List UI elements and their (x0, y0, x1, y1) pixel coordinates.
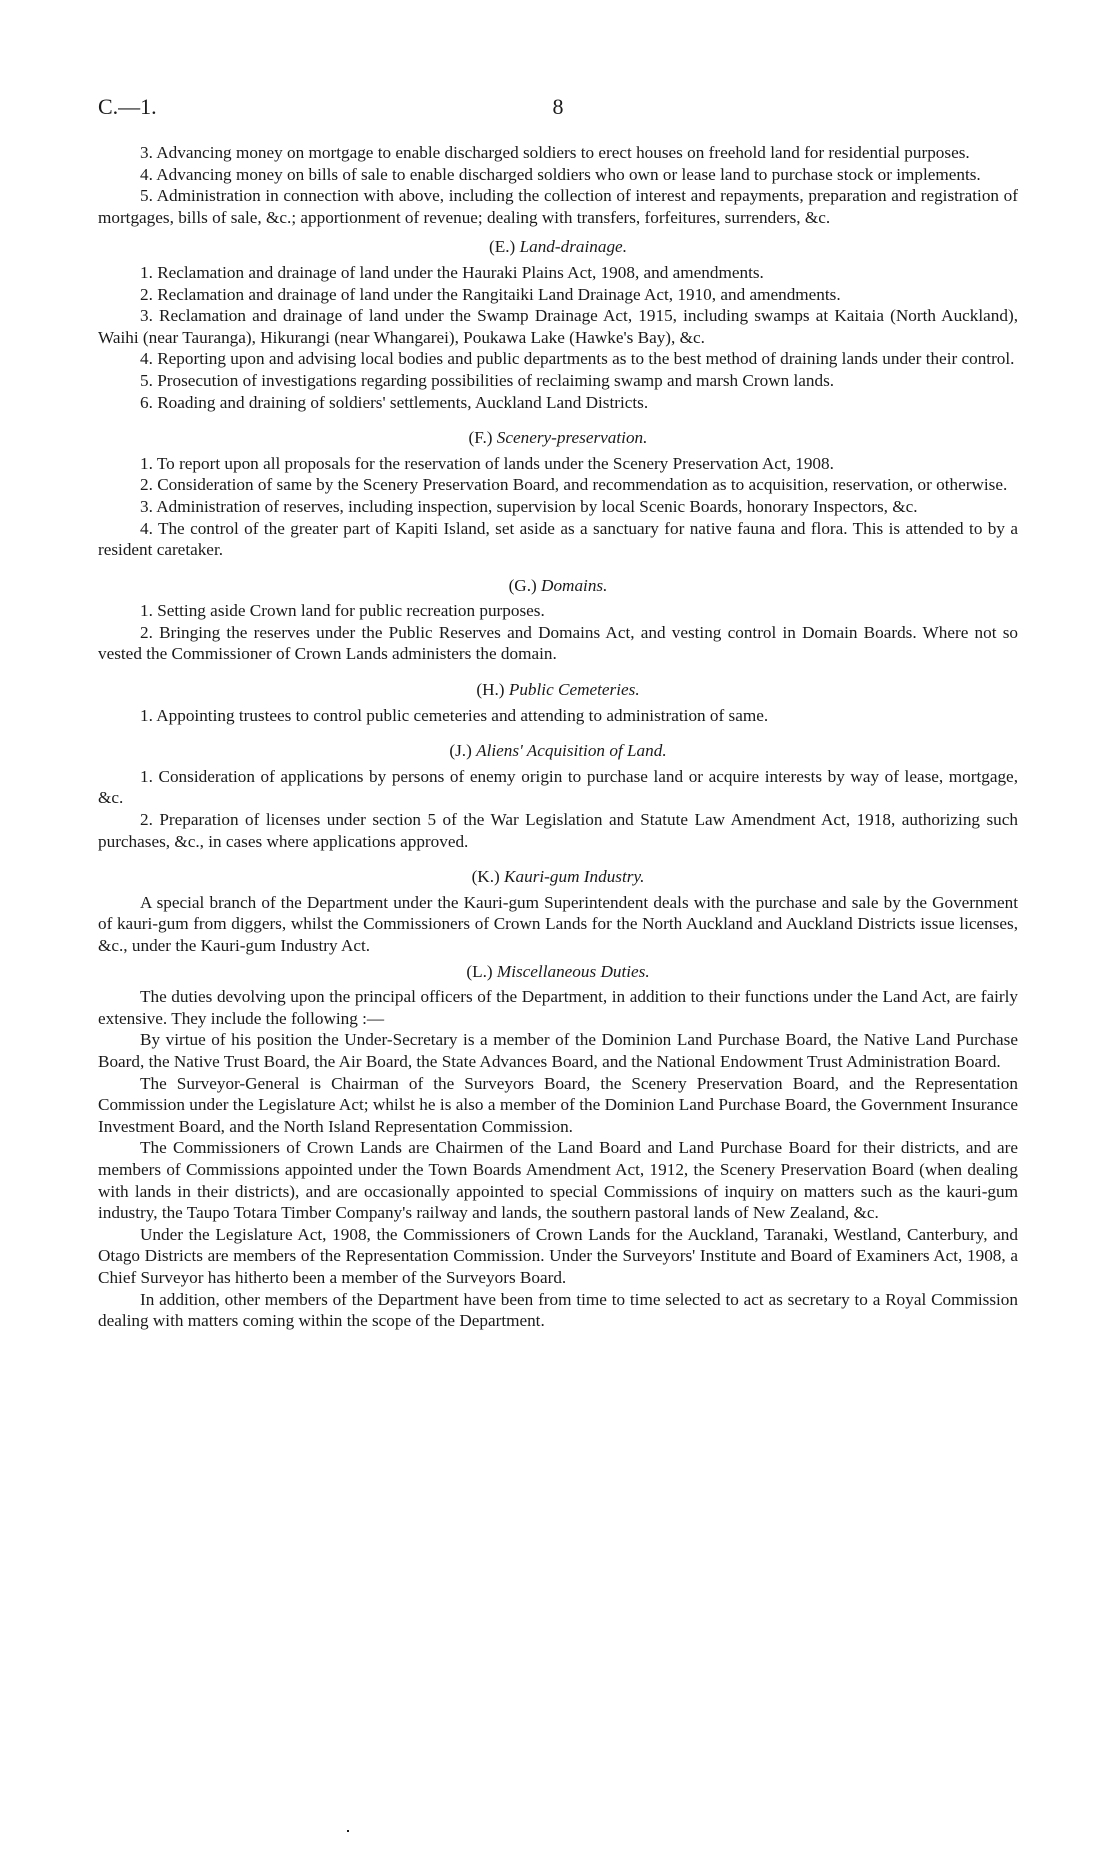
paragraph: 2. Consideration of same by the Scenery Preservation Board, and recommendation as to acquisition, reservation, or otherwise. (140, 475, 1008, 495)
paragraph: 3. Reclamation and drainage of land under the Swamp Drainage Act, 1915, including swamps at Kaitaia (North Auckland), Waihi (near Tauranga), Hikurangi (near Whangarei), Poukawa Lake (Hawke's Bay), &c. (98, 306, 1018, 347)
section-land-drainage (98, 236, 1018, 413)
section-scenery-preservation (98, 427, 1018, 561)
section-heading (98, 236, 1018, 258)
section-letter: (J.) (449, 741, 472, 761)
paragraph: 4. Advancing money on bills of sale to enable discharged soldiers who own or lease land to purchase stock or implements. (140, 164, 981, 184)
section-heading (98, 866, 1018, 888)
section-heading (98, 575, 1018, 597)
section-kauri-gum (98, 866, 1018, 956)
section-heading (98, 961, 1018, 983)
paragraph: 3. Advancing money on mortgage to enable discharged soldiers to erect houses on freehold land for residential purposes. (140, 143, 970, 162)
section-title: Aliens' Acquisition of Land. (476, 741, 667, 761)
paragraph: 2. Preparation of licenses under section 5 of the War Legislation and Statute Law Amendment Act, 1918, authorizing such purchases, &c., in cases where applications approved. (98, 810, 1018, 851)
paragraph: The Surveyor-General is Chairman of the Surveyors Board, the Scenery Preservation Board, and the Representation Commission under the Legislature Act; whilst he is also a member of the Dominion Land Purchase Board, the Government Insurance Investment Board, and the North Island Representation Commission. (98, 1073, 1018, 1136)
paragraph: 5. Prosecution of investigations regarding possibilities of reclaiming swamp and marsh Crown lands. (140, 370, 835, 390)
section-title: Scenery-preservation. (496, 428, 648, 448)
section-letter: (G.) (508, 575, 537, 595)
page-reference: C.—1. (98, 94, 157, 119)
paragraph: 1. Setting aside Crown land for public recreation purposes. (140, 601, 545, 621)
paragraph: 1. Appointing trustees to control public cemeteries and attending to administration of same. (140, 705, 769, 725)
intro-section (98, 142, 1018, 228)
section-domains (98, 575, 1018, 665)
page-header (98, 94, 1018, 124)
section-heading (98, 679, 1018, 701)
section-title: Miscellaneous Duties. (496, 961, 650, 981)
section-aliens-acquisition (98, 740, 1018, 852)
section-title: Domains. (541, 575, 608, 595)
section-letter: (L.) (466, 961, 493, 981)
paragraph: 5. Administration in connection with above, including the collection of interest and repayments, preparation and registration of mortgages, bills of sale, &c.; apportionment of revenue; dealing with transfers, forfeitures, surrenders, &c. (98, 186, 1018, 227)
paragraph: 1. Reclamation and drainage of land under the Hauraki Plains Act, 1908, and amendments. (140, 262, 764, 282)
paragraph: The Commissioners of Crown Lands are Chairmen of the Land Board and Land Purchase Board for their districts, and are members of Commissions appointed under the Town Boards Amendment Act, 1912, the Scenery Preservation Board (when dealing with lands in their districts), and are occasionally appointed to special Commissions of inquiry on matters such as the kauri-gum industry, the Taupo Totara Timber Company's railway and lands, the southern pastoral lands of New Zealand, &c. (98, 1138, 1018, 1223)
paragraph: 4. Reporting upon and advising local bodies and public departments as to the best method of draining lands under their control. (140, 349, 1015, 369)
section-title: Public Cemeteries. (508, 680, 640, 700)
paragraph: The duties devolving upon the principal officers of the Department, in addition to their functions under the Land Act, are fairly extensive. They include the following :— (98, 987, 1018, 1028)
section-letter: (K.) (471, 867, 500, 887)
page-number: 8 (552, 94, 564, 119)
section-title: Kauri-gum Industry. (504, 867, 645, 887)
section-heading (98, 427, 1018, 449)
section-heading (98, 740, 1018, 762)
section-letter: (E.) (489, 237, 516, 257)
section-title: Land-drainage. (519, 237, 627, 257)
section-miscellaneous-duties (98, 961, 1018, 1332)
section-public-cemeteries (98, 679, 1018, 726)
paragraph: 6. Roading and draining of soldiers' settlements, Auckland Land Districts. (140, 392, 649, 412)
paragraph: A special branch of the Department under the Kauri-gum Superintendent deals with the purchase and sale by the Government of kauri-gum from diggers, whilst the Commissioners of Crown Lands for the North Auckland and Auckland Districts issue licenses, &c., under the Kauri-gum Industry Act. (98, 892, 1018, 955)
section-letter: (H.) (476, 680, 505, 700)
paragraph: Under the Legislature Act, 1908, the Commissioners of Crown Lands for the Auckland, Taranaki, Westland, Canterbury, and Otago Districts are members of the Representation Commission. Under the Surveyors' Institute and Board of Examiners Act, 1908, a Chief Surveyor has hitherto been a member of the Surveyors Board. (98, 1224, 1018, 1287)
paragraph: 2. Bringing the reserves under the Public Reserves and Domains Act, and vesting control in Domain Boards. Where not so vested the Commissioner of Crown Lands administers the domain. (98, 622, 1018, 664)
print-mark (347, 1830, 349, 1832)
paragraph: 3. Administration of reserves, including inspection, supervision by local Scenic Boards, honorary Inspectors, &c. (140, 496, 918, 516)
paragraph: 4. The control of the greater part of Kapiti Island, set aside as a sanctuary for native fauna and flora. This is attended to by a resident caretaker. (98, 518, 1018, 560)
section-letter: (F.) (468, 428, 493, 448)
paragraph: 1. Consideration of applications by persons of enemy origin to purchase land or acquire interests by way of lease, mortgage, &c. (98, 766, 1018, 808)
document-body (98, 142, 1018, 1332)
paragraph: In addition, other members of the Department have been from time to time selected to act as secretary to a Royal Commission dealing with matters coming within the scope of the Department. (98, 1289, 1018, 1331)
paragraph: By virtue of his position the Under-Secretary is a member of the Dominion Land Purchase Board, the Native Land Purchase Board, the Native Trust Board, the Air Board, the State Advances Board, and the National Endowment Trust Administration Board. (98, 1030, 1018, 1071)
paragraph: 2. Reclamation and drainage of land under the Rangitaiki Land Drainage Act, 1910, and amendments. (140, 284, 841, 304)
paragraph: 1. To report upon all proposals for the reservation of lands under the Scenery Preservation Act, 1908. (140, 453, 834, 473)
